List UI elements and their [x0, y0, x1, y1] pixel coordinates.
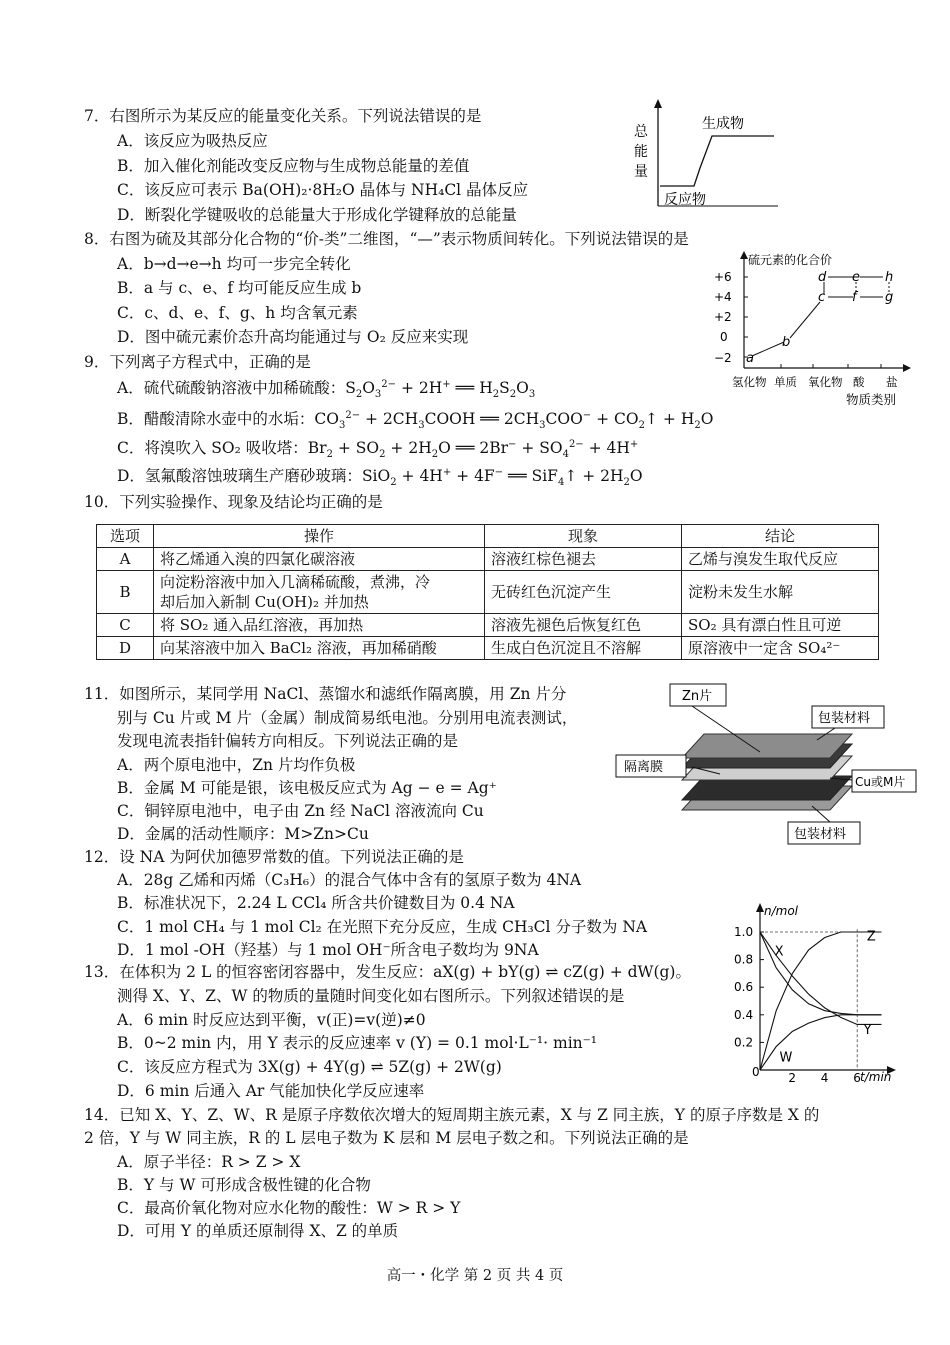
q11-stem-line3: 发现电流表指针偏转方向相反。下列说法正确的是	[117, 732, 459, 750]
chart-ytick: 0.6	[734, 980, 754, 995]
q7-ylabel-1: 总	[634, 124, 648, 140]
q8-ytick-neg2: −2	[714, 351, 732, 365]
q10-row-b-operation	[154, 571, 485, 614]
q7-option-b: B．加入催化剂能改变反应物与生成物总能量的差值	[117, 157, 470, 175]
q11-pack-bottom-label: 包装材料	[794, 827, 847, 842]
q9-option-d: D．氢氟酸溶蚀玻璃生产磨砂玻璃：SiO$_2$ + 4H+ + 4F− ══ SiF$_4$↑ + $2H_2O$	[117, 466, 643, 489]
q8-ylabel: 硫元素的化合价	[748, 253, 833, 267]
chart-ytick: 0.8	[734, 952, 754, 967]
q10-table	[96, 524, 879, 660]
q10-row-b-operation-line2: 却后加入新制 Cu(OH)₂ 并加热	[160, 593, 369, 611]
q10-row-a-conclusion: 乙烯与溴发生取代反应	[682, 548, 879, 571]
q7-product-label: 生成物	[702, 116, 744, 132]
q10-row-a-phenomenon: 溶液红棕色褪去	[485, 548, 682, 571]
q8-ytick-4: +4	[714, 290, 732, 304]
q10-row-b-phenomenon: 无砖红色沉淀产生	[485, 571, 682, 614]
q8-ytick-2: +2	[714, 310, 732, 324]
q9-option-a-text: A．硫代硫酸钠溶液中加稀硫酸：	[117, 379, 346, 397]
q14-option-d: D．可用 Y 的单质还原制得 X、Z 的单质	[117, 1222, 399, 1240]
q9-option-b-text: B．醋酸清除水壶中的水垢：	[117, 410, 315, 428]
q10-table-header	[97, 525, 879, 548]
q10-row-d-option: D	[97, 637, 154, 660]
chart-series-label-y: Y	[863, 1023, 872, 1039]
q8-point-e: e	[852, 270, 860, 285]
q11-pack-top-label: 包装材料	[818, 711, 871, 726]
q11-option-d: D．金属的活动性顺序：M>Zn>Cu	[117, 825, 369, 843]
q13-stem-line2: 测得 X、Y、Z、W 的物质的量随时间变化如右图所示。下列叙述错误的是	[117, 987, 625, 1005]
q11-zn-label: Zn片	[682, 689, 713, 704]
q7-reactant-label: 反应物	[664, 192, 706, 208]
q13-amount-time-chart	[730, 900, 900, 1085]
q8-option-c: C．c、d、e、f、g、h 均含氧元素	[117, 304, 358, 322]
q13-option-c: C．该反应方程式为 3X(g) + 4Y(g) ⇌ 5Z(g) + 2W(g)	[117, 1058, 502, 1076]
q11-battery-figure	[612, 682, 922, 847]
q8-point-b: b	[782, 335, 791, 350]
q9-option-d-text: D．氢氟酸溶蚀玻璃生产磨砂玻璃：	[117, 467, 362, 485]
chart-ylabel: n/mol	[764, 904, 799, 918]
q11-stem-line2: 别与 Cu 片或 M 片（金属）制成简易纸电池。分别用电流表测试，	[117, 709, 578, 727]
q7-ylabel-2: 能	[634, 144, 648, 160]
q8-option-b: B．a 与 c、e、f 均可能反应生成 b	[117, 279, 362, 297]
q8-xtick-hydride: 氢化物	[732, 375, 767, 389]
q10-row-a-option: A	[97, 548, 154, 571]
chart-ytick: 1.0	[734, 925, 754, 939]
q11-stem-line1: 11．如图所示，某同学用 NaCl、蒸馏水和滤纸作隔离膜，用 Zn 片分	[84, 685, 567, 703]
chart-series-label-w: W	[779, 1050, 793, 1066]
q12-stem: 12．设 NA 为阿伏加德罗常数的值。下列说法正确的是	[84, 848, 464, 866]
chart-xtick: 6	[853, 1071, 861, 1085]
q13-stem-line1: 13．在体积为 2 L 的恒容密闭容器中，发生反应：aX(g) + bY(g) ⇌ cZ(g) + dW(g)。	[84, 963, 691, 981]
q7-option-c: C．该反应可表示 Ba(OH)₂·8H₂O 晶体与 NH₄Cl 晶体反应	[117, 181, 529, 199]
q8-xtick-oxide: 氧化物	[808, 375, 843, 389]
q8-point-f: f	[852, 290, 857, 305]
q7-stem: 7．右图所示为某反应的能量变化关系。下列说法错误的是	[84, 107, 482, 125]
q10-header-phenomenon: 现象	[485, 525, 682, 548]
chart-series-label-x: X	[774, 944, 784, 960]
q8-point-g: g	[885, 290, 894, 305]
q14-stem-line2: 2 倍，Y 与 W 同主族，R 的 L 层电子数为 K 层和 M 层电子数之和。下列说法正确的是	[84, 1129, 689, 1147]
q7-ylabel-3: 量	[634, 164, 648, 180]
chart-ytick: 0.4	[734, 1007, 754, 1022]
q14-option-b: B．Y 与 W 可形成含极性键的化合物	[117, 1176, 371, 1194]
q9-option-c: C．将溴吹入 SO₂ 吸收塔：$Br_2 + SO_2 + 2H_2O$ ══ $2Br^- + SO_4^{2-} + 4H^+$	[117, 438, 639, 461]
q14-option-a: A．原子半径：R > Z > X	[117, 1153, 301, 1171]
q8-point-d: d	[818, 270, 827, 285]
q14-stem-line1: 14．已知 X、Y、Z、W、R 是原子序数依次增大的短周期主族元素，X 与 Z 同主族，Y 的原子序数是 X 的	[84, 1106, 820, 1124]
q12-option-a: A．28g 乙烯和丙烯（C₃H₆）的混合气体中含有的氢原子数为 4NA	[117, 871, 582, 889]
table-row	[97, 614, 879, 637]
q8-ytick-6: +6	[714, 270, 732, 284]
q13-option-a: A．6 min 时反应达到平衡，v(正)=v(逆)≠0	[117, 1011, 426, 1029]
q10-stem: 10．下列实验操作、现象及结论均正确的是	[84, 493, 383, 511]
q10-header-operation: 操作	[154, 525, 485, 548]
q8-point-h: h	[885, 270, 894, 285]
q9-stem: 9．下列离子方程式中，正确的是	[84, 353, 311, 371]
q8-stem: 8．右图为硫及其部分化合物的“价-类”二维图，“—”表示物质间转化。下列说法错误的是	[84, 230, 689, 248]
chart-xlabel: t/min	[860, 1070, 892, 1084]
q14-option-c: C．最高价氧化物对应水化物的酸性：W > R > Y	[117, 1199, 461, 1217]
q10-row-a-operation: 将乙烯通入溴的四氯化碳溶液	[154, 548, 485, 571]
q8-option-d: D．图中硫元素价态升高均能通过与 O₂ 反应来实现	[117, 328, 469, 346]
q8-point-c: c	[818, 290, 826, 305]
q13-option-d: D．6 min 后通入 Ar 气能加快化学反应速率	[117, 1082, 425, 1100]
q11-option-a: A．两个原电池中，Zn 片均作负极	[117, 756, 356, 774]
chart-ytick: 0.2	[734, 1035, 754, 1050]
q8-point-a: a	[746, 351, 754, 366]
q12-option-c: C．1 mol CH₄ 与 1 mol Cl₂ 在光照下充分反应，生成 CH₃Cl 分子数为 NA	[117, 918, 648, 936]
q11-membrane-label: 隔离膜	[624, 760, 664, 775]
q10-header-option: 选项	[97, 525, 154, 548]
q10-header-conclusion: 结论	[682, 525, 879, 548]
q10-row-c-option: C	[97, 614, 154, 637]
q11-option-b: B．金属 M 可能是银，该电极反应式为 Ag − e = Ag⁺	[117, 779, 497, 797]
chart-origin-label: 0	[752, 1065, 760, 1079]
q8-option-a: A．b→d→e→h 均可一步完全转化	[117, 255, 351, 273]
page-footer: 高一・化学 第 2 页 共 4 页	[386, 1268, 564, 1284]
q8-ytick-0: 0	[720, 330, 728, 344]
q7-option-a: A．该反应为吸热反应	[117, 132, 268, 150]
q8-valence-diagram	[708, 250, 918, 408]
q10-row-d-phenomenon: 生成白色沉淀且不溶解	[485, 637, 682, 660]
q10-row-c-phenomenon: 溶液先褪色后恢复红色	[485, 614, 682, 637]
chart-xtick: 4	[820, 1071, 829, 1085]
q8-xtick-element: 单质	[774, 375, 797, 389]
q10-row-d-conclusion: 原溶液中一定含 SO₄²⁻	[682, 637, 879, 660]
q7-option-d: D．断裂化学键吸收的总能量大于形成化学键释放的总能量	[117, 206, 517, 224]
q11-cu-m-label: Cu或M片	[855, 775, 906, 789]
table-row	[97, 637, 879, 660]
q9-option-a: A．硫代硫酸钠溶液中加稀硫酸：$S_2O_3^{2-} + 2H^+$ ══ $H_2S_2O_3$	[117, 378, 536, 401]
q12-option-d: D．1 mol -OH（羟基）与 1 mol OH⁻所含电子数均为 9NA	[117, 941, 539, 959]
q8-xlabel: 物质类别	[846, 392, 897, 407]
q9-option-c-text: C．将溴吹入 SO₂ 吸收塔：	[117, 439, 308, 457]
q12-option-b: B．标准状况下，2.24 L CCl₄ 所含共价键数目为 0.4 NA	[117, 894, 515, 912]
q10-row-c-operation: 将 SO₂ 通入品红溶液，再加热	[154, 614, 485, 637]
q13-option-b: B．0~2 min 内，用 Y 表示的反应速率 v (Y) = 0.1 mol·L⁻¹· min⁻¹	[117, 1034, 598, 1052]
table-row	[97, 571, 879, 614]
q8-xtick-acid: 酸	[853, 375, 865, 389]
chart-xtick: 2	[788, 1071, 797, 1085]
q11-option-c: C．铜锌原电池中，电子由 Zn 经 NaCl 溶液流向 Cu	[117, 802, 484, 820]
q10-row-b-option: B	[97, 571, 154, 614]
q9-option-b: B．醋酸清除水壶中的水垢：$CO_3^{2-}$ + $2CH_3COOH$ ══ $2CH_3COO^-$ + $CO_2↑ + H_2O$	[117, 409, 714, 432]
chart-series-label-z: Z	[866, 929, 876, 945]
q10-row-b-conclusion: 淀粉未发生水解	[682, 571, 879, 614]
q7-energy-diagram	[628, 98, 788, 213]
q8-xtick-salt: 盐	[886, 375, 898, 389]
q10-row-c-conclusion: SO₂ 具有漂白性且可逆	[682, 614, 879, 637]
q10-row-d-operation: 向某溶液中加入 BaCl₂ 溶液，再加稀硝酸	[154, 637, 485, 660]
q10-row-b-operation-line1: 向淀粉溶液中加入几滴稀硫酸，煮沸，冷	[160, 573, 431, 591]
table-row	[97, 548, 879, 571]
